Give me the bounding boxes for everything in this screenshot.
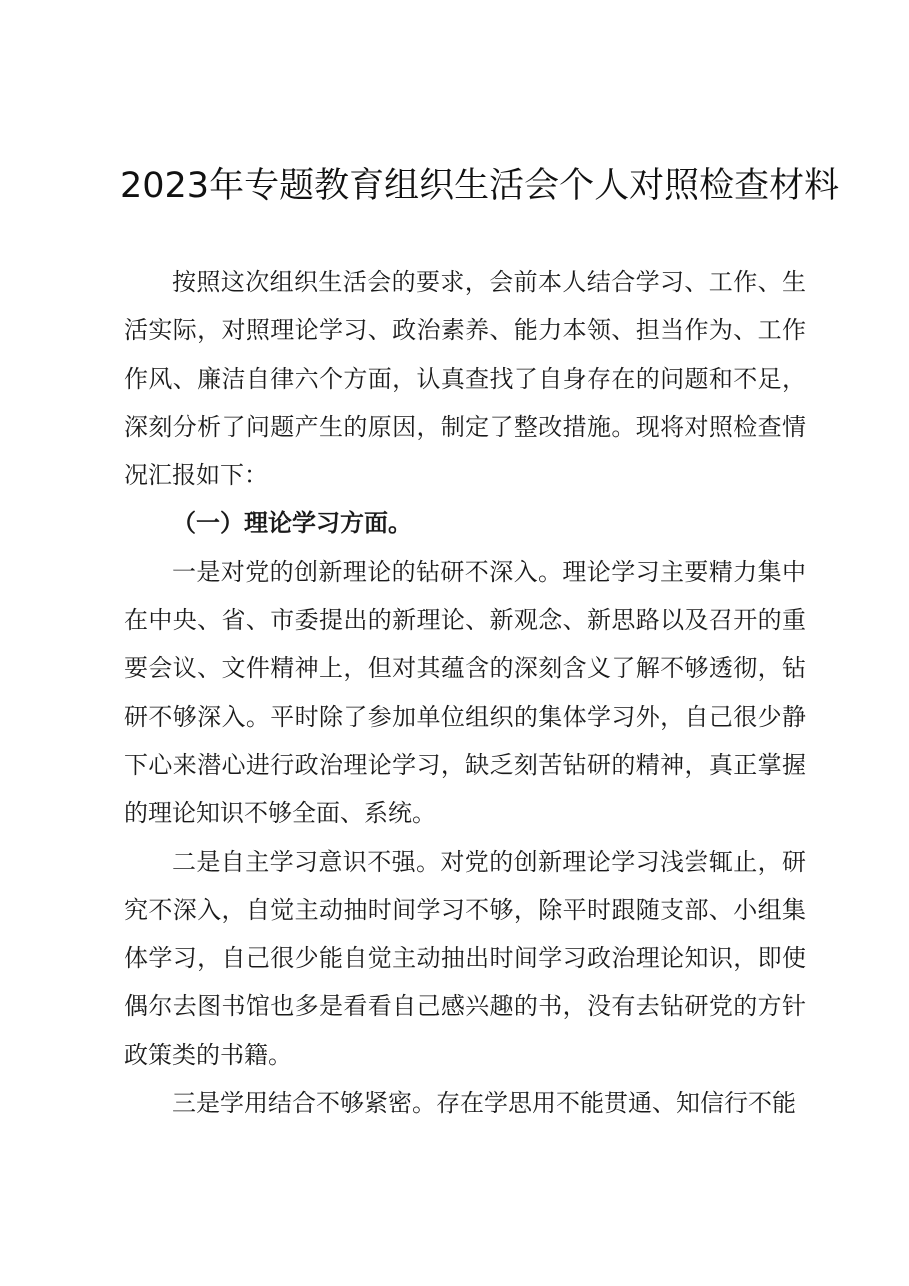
paragraph-point-one: 一是对党的创新理论的钻研不深入。理论学习主要精力集中在中央、省、市委提出的新理论、新观念、新思路以及召开的重要会议、文件精神上，但对其蕴含的深刻含义了解不够透彻，钻研不够深入。平时除了参加单位组织的集体学习外，自己很少静下心来潜心进行政治理论学习，缺乏刻苦钻研的精神，真正掌握的理论知识不够全面、系统。 [124,557,806,828]
document-body [124,258,806,1127]
document-title: 2023年专题教育组织生活会个人对照检查材料 [120,166,840,206]
section-heading-theory-study: （一）理论学习方面。 [172,508,412,538]
paragraph-point-two: 二是自主学习意识不强。对党的创新理论学习浅尝辄止，研究不深入，自觉主动抽时间学习不够，除平时跟随支部、小组集体学习，自己很少能自觉主动抽出时间学习政治理论知识，即使偶尔去图书馆也多是看看自己感兴趣的书，没有去钻研党的方针政策类的书籍。 [124,847,806,1069]
paragraph-point-three: 三是学用结合不够紧密。存在学思用不能贯通、知信行不能 [172,1089,796,1118]
paragraph-intro: 按照这次组织生活会的要求，会前本人结合学习、工作、生活实际，对照理论学习、政治素养、能力本领、担当作为、工作作风、廉洁自律六个方面，认真查找了自身存在的问题和不足，深刻分析了问题产生的原因，制定了整改措施。现将对照检查情况汇报如下： [124,268,806,490]
